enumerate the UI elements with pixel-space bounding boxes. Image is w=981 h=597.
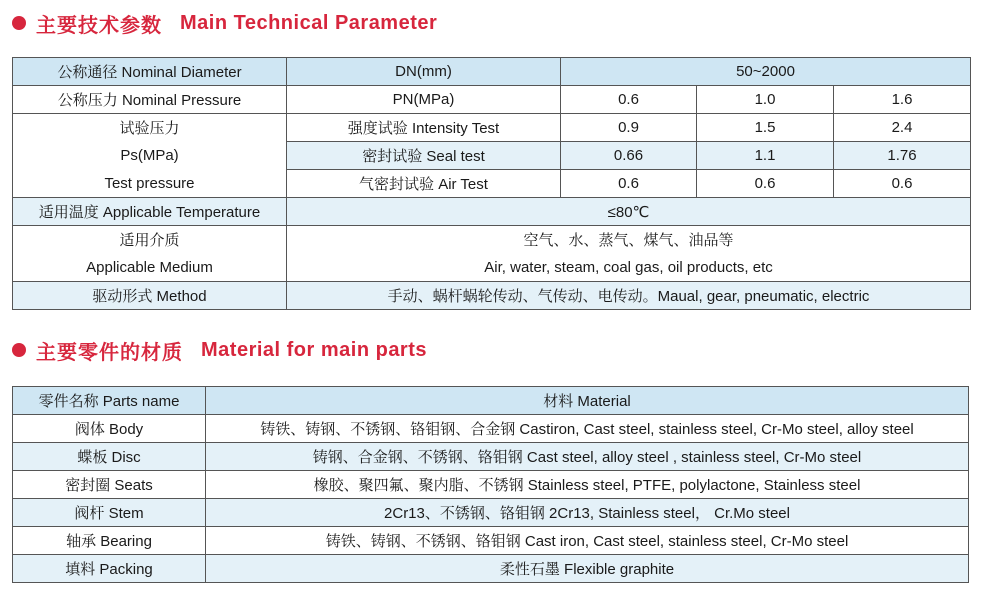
- test-pressure-label-2: Ps(MPa): [13, 142, 287, 170]
- table-header-row: [13, 387, 969, 415]
- intensity-value: 0.9: [561, 114, 697, 142]
- part-name: 密封圈 Seats: [13, 471, 206, 499]
- part-name: 填料 Packing: [13, 555, 206, 583]
- temperature-label: 适用温度 Applicable Temperature: [13, 198, 287, 226]
- part-name: 蝶板 Disc: [13, 443, 206, 471]
- seal-value: 1.76: [834, 142, 971, 170]
- parts-name-header: 零件名称 Parts name: [13, 387, 206, 415]
- table-row: [13, 86, 971, 114]
- table-row: [13, 471, 969, 499]
- drive-value: 手动、蜗杆蜗轮传动、气传动、电传动。Maual, gear, pneumatic, electric: [287, 282, 971, 310]
- section-title-cn: 主要技术参数: [36, 12, 162, 37]
- medium-label-cn: 适用介质: [13, 226, 287, 254]
- materials-table: [12, 386, 969, 583]
- nominal-diameter-label: 公称通径 Nominal Diameter: [13, 58, 287, 86]
- part-name: 阀杆 Stem: [13, 499, 206, 527]
- table-row: [13, 527, 969, 555]
- material-header: 材料 Material: [206, 387, 969, 415]
- air-value: 0.6: [561, 170, 697, 198]
- part-material: 铸铁、铸钢、不锈钢、铬钼钢、合金钢 Castiron, Cast steel, stainless steel, Cr-Mo steel, alloy steel: [206, 415, 969, 443]
- test-pressure-label-3: Test pressure: [13, 170, 287, 198]
- table-row: [13, 443, 969, 471]
- table-row: [13, 282, 971, 310]
- part-material: 柔性石墨 Flexible graphite: [206, 555, 969, 583]
- pn-value: 1.6: [834, 86, 971, 114]
- part-name: 阀体 Body: [13, 415, 206, 443]
- part-material: 2Cr13、不锈钢、铬钼钢 2Cr13, Stainless steel， Cr.Mo steel: [206, 499, 969, 527]
- air-value: 0.6: [834, 170, 971, 198]
- dn-label: DN(mm): [287, 58, 561, 86]
- table-row: [13, 499, 969, 527]
- section-title-en: Material for main parts: [201, 338, 428, 361]
- pn-label: PN(MPa): [287, 86, 561, 114]
- section-title-technical: [12, 10, 437, 36]
- section-title-cn: 主要零件的材质: [36, 339, 183, 364]
- part-material: 铸钢、合金钢、不锈钢、铬钼钢 Cast steel, alloy steel , stainless steel, Cr-Mo steel: [206, 443, 969, 471]
- bullet-icon: [12, 343, 26, 357]
- table-row: [13, 254, 971, 282]
- table-row: [13, 226, 971, 254]
- test-pressure-label-1: 试验压力: [13, 114, 287, 142]
- nominal-pressure-label: 公称压力 Nominal Pressure: [13, 86, 287, 114]
- medium-value-en: Air, water, steam, coal gas, oil products, etc: [287, 254, 971, 282]
- temperature-value: ≤80℃: [287, 198, 971, 226]
- table-row: [13, 142, 971, 170]
- table-row: [13, 555, 969, 583]
- drive-label: 驱动形式 Method: [13, 282, 287, 310]
- section-title-en: Main Technical Parameter: [180, 11, 438, 34]
- table-row: [13, 415, 969, 443]
- seal-value: 1.1: [697, 142, 834, 170]
- part-material: 橡胶、聚四氟、聚内脂、不锈钢 Stainless steel, PTFE, polylactone, Stainless steel: [206, 471, 969, 499]
- part-name: 轴承 Bearing: [13, 527, 206, 555]
- seal-value: 0.66: [561, 142, 697, 170]
- seal-test-label: 密封试验 Seal test: [287, 142, 561, 170]
- medium-value-cn: 空气、水、蒸气、煤气、油品等: [287, 226, 971, 254]
- medium-label-en: Applicable Medium: [13, 254, 287, 282]
- table-row: [13, 58, 971, 86]
- intensity-value: 2.4: [834, 114, 971, 142]
- technical-parameter-table: [12, 57, 971, 310]
- table-row: [13, 198, 971, 226]
- intensity-test-label: 强度试验 Intensity Test: [287, 114, 561, 142]
- table-row: [13, 170, 971, 198]
- table-row: [13, 114, 971, 142]
- pn-value: 0.6: [561, 86, 697, 114]
- part-material: 铸铁、铸钢、不锈钢、铬钼钢 Cast iron, Cast steel, stainless steel, Cr-Mo steel: [206, 527, 969, 555]
- air-value: 0.6: [697, 170, 834, 198]
- air-test-label: 气密封试验 Air Test: [287, 170, 561, 198]
- intensity-value: 1.5: [697, 114, 834, 142]
- dn-value: 50~2000: [561, 58, 971, 86]
- section-title-materials: [12, 337, 427, 363]
- bullet-icon: [12, 16, 26, 30]
- pn-value: 1.0: [697, 86, 834, 114]
